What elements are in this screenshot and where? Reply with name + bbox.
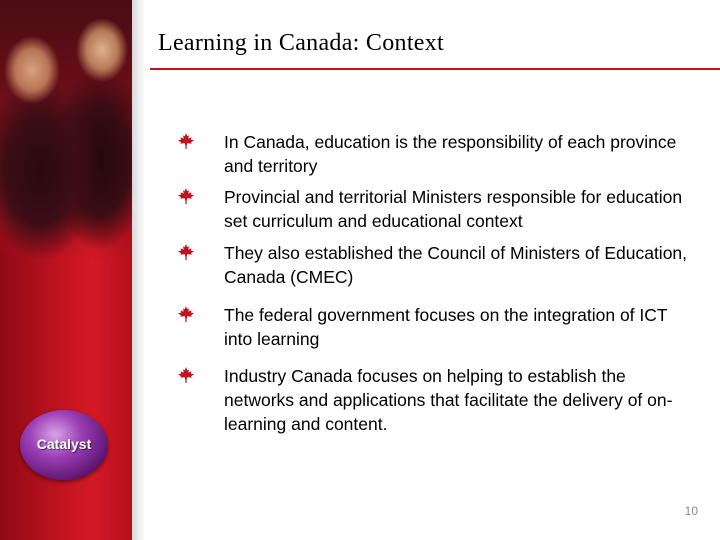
- maple-leaf-icon: [178, 306, 194, 322]
- page-number: 10: [684, 504, 698, 518]
- bullet-text: Provincial and territorial Ministers responsible for education set curriculum and educational context: [224, 187, 683, 231]
- maple-leaf-icon: [178, 188, 194, 204]
- bullet-text: Industry Canada focuses on helping to establish the networks and applications that facilitate the delivery of on-learning and content.: [224, 366, 673, 434]
- bullet-text: The federal government focuses on the integration of ICT into learning: [224, 305, 668, 349]
- title-divider: [150, 68, 720, 70]
- bullet-text: In Canada, education is the responsibility of each province and territory: [224, 132, 677, 176]
- slide-title: Learning in Canada: Context: [158, 30, 445, 56]
- maple-leaf-icon: [178, 133, 194, 149]
- catalyst-logo: [20, 410, 108, 480]
- sidebar-shadow: [132, 0, 146, 540]
- maple-leaf-icon: [178, 367, 194, 383]
- logo-label: Catalyst: [36, 436, 92, 452]
- students-photo: [0, 0, 132, 260]
- bullet-text: They also established the Council of Ministers of Education, Canada (CMEC): [224, 243, 688, 287]
- maple-leaf-icon: [178, 244, 194, 260]
